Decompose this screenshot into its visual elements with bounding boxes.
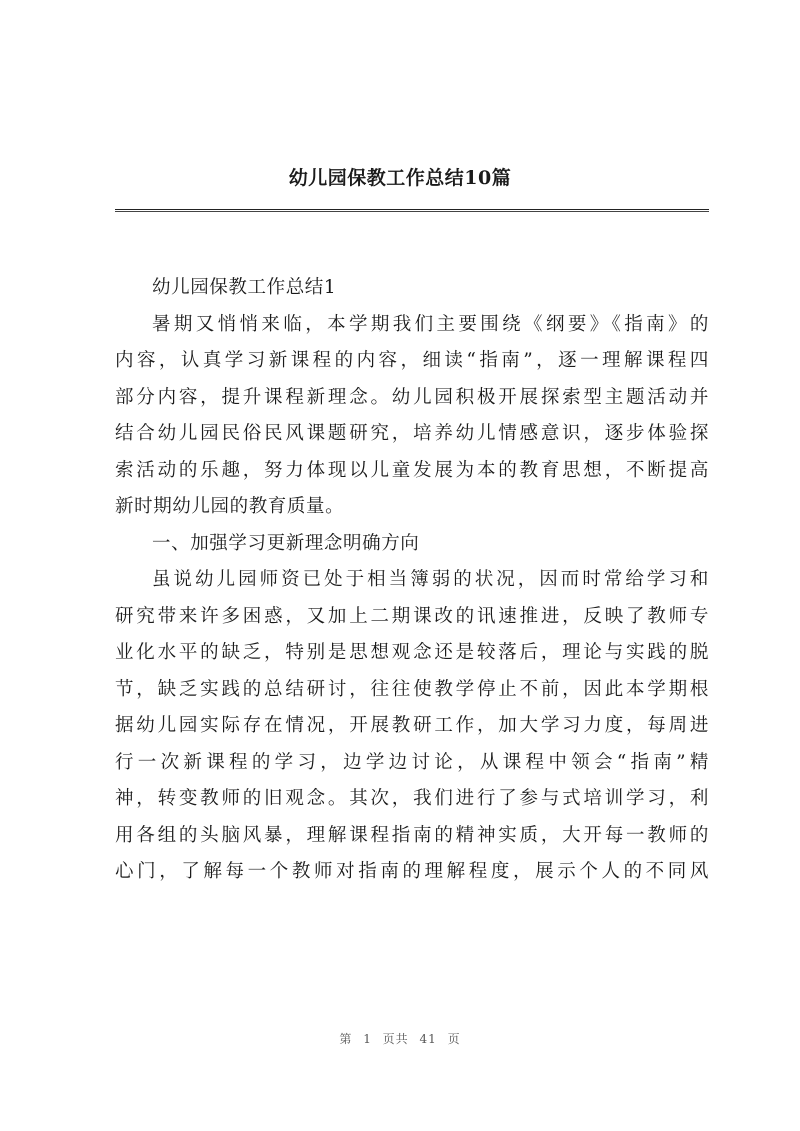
paragraph-line: 心门，了解每一个教师对指南的理解程度，展示个人的不同风 [115, 861, 709, 882]
paragraph-line: 虽说幼儿园师资已处于相当簿弱的状况，因而时常给学习和 [152, 569, 709, 590]
paragraph-line: 索活动的乐趣，努力体现以儿童发展为本的教育思想，不断提高 [115, 459, 709, 481]
section-heading: 幼儿园保教工作总结1 [152, 277, 337, 298]
paragraph-line: 新时期幼儿园的教育质量。 [115, 496, 345, 517]
document-title: 幼儿园保教工作总结10篇 [288, 167, 512, 189]
page-number-footer: 第 1 页共 41 页 [339, 1032, 461, 1046]
title-divider [115, 209, 709, 212]
document-body [115, 270, 709, 891]
paragraph-line: 用各组的头脑风暴，理解课程指南的精神实质，大开每一教师的 [115, 824, 709, 846]
paragraph-line: 部分内容，提升课程新理念。幼儿园积极开展探索型主题活动并 [115, 386, 709, 408]
paragraph-line: 内容，认真学习新课程的内容，细读“指南”，逐一理解课程四 [115, 350, 709, 371]
paragraph-line: 节，缺乏实践的总结研讨，往往使教学停止不前，因此本学期根 [115, 678, 709, 700]
paragraph-line: 行一次新课程的学习，边学边讨论，从课程中领会“指南”精 [115, 751, 709, 773]
paragraph-line: 神，转变教师的旧观念。其次，我们进行了参与式培训学习，利 [115, 788, 709, 809]
section-heading: 一、加强学习更新理念明确方向 [152, 532, 420, 554]
paragraph-line: 研究带来许多困惑，又加上二期课改的讯速推进，反映了教师专 [115, 605, 709, 627]
paragraph-line: 据幼儿园实际存在情况，开展教研工作，加大学习力度，每周进 [115, 715, 709, 736]
paragraph-line: 业化水平的缺乏，特别是思想观念还是较落后，理论与实践的脱 [115, 642, 709, 663]
paragraph-line: 结合幼儿园民俗民风课题研究，培养幼儿情感意识，逐步体验探 [115, 423, 709, 444]
paragraph-line: 暑期又悄悄来临，本学期我们主要围绕《纲要》《指南》的 [152, 313, 709, 335]
